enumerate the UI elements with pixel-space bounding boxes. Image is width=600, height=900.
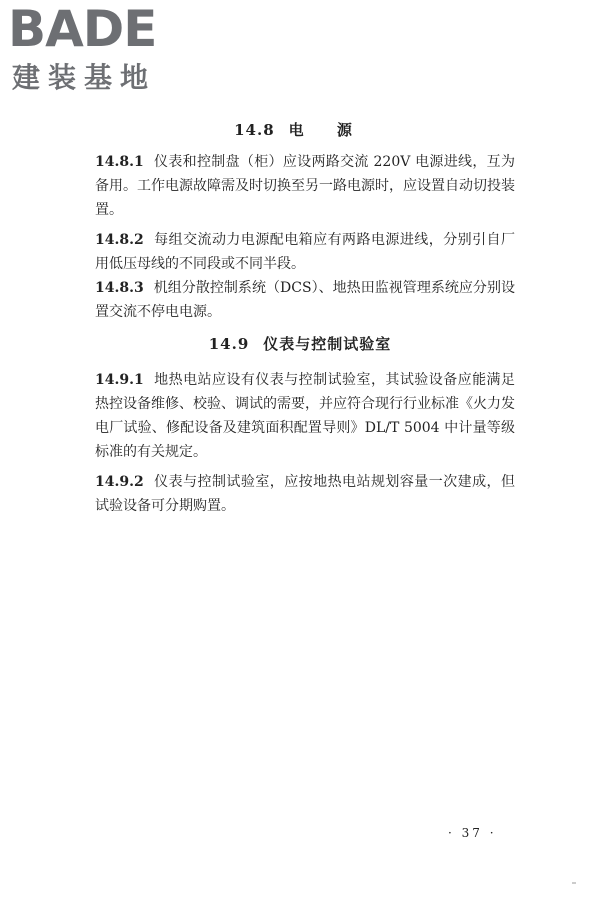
clause-text: 每组交流动力电源配电箱应有两路电源进线，分别引自厂用低压母线的不同段或不同半段。 [95,232,515,272]
clause-14-8-1 [95,150,515,222]
bade-logo [8,0,178,96]
section-number: 14.9 [208,335,250,353]
clause-14-8-2 [95,228,515,276]
clause-text: 机组分散控制系统（DCS）、地热田监视管理系统应分别设置交流不停电电源。 [95,280,515,320]
section-heading-14-9 [0,333,600,354]
section-title: 电 源 [288,121,366,139]
clause-14-8-3 [95,276,515,324]
page-number: · 37 · [448,826,497,840]
clause-text: 地热电站应设有仪表与控制试验室，其试验设备应能满足热控设备维修、校验、调试的需要，并应符合现行行业标准《火力发电厂试验、修配设备及建筑面积配置导则》DL/T 5004 中计量等级标准的有关规定。 [95,372,515,460]
scan-speck [572,882,576,884]
section-heading-14-8 [0,119,600,140]
section-title: 仪表与控制试验室 [263,335,392,353]
clause-number: 14.9.1 [95,372,144,388]
clause-number: 14.8.2 [95,232,144,248]
logo-subtitle: 建装基地 [12,61,157,94]
logo-wordmark: BADE [8,0,157,58]
clause-number: 14.8.1 [95,154,144,170]
clause-14-9-1 [95,368,515,464]
clause-text: 仪表和控制盘（柜）应设两路交流 220V 电源进线，互为备用。工作电源故障需及时切换至另一路电源时，应设置自动切投装置。 [95,154,515,218]
section-number: 14.8 [234,121,275,139]
clause-text: 仪表与控制试验室，应按地热电站规划容量一次建成，但试验设备可分期购置。 [95,474,515,514]
clause-14-9-2 [95,470,515,518]
clause-number: 14.8.3 [95,280,144,296]
clause-number: 14.9.2 [95,474,144,490]
